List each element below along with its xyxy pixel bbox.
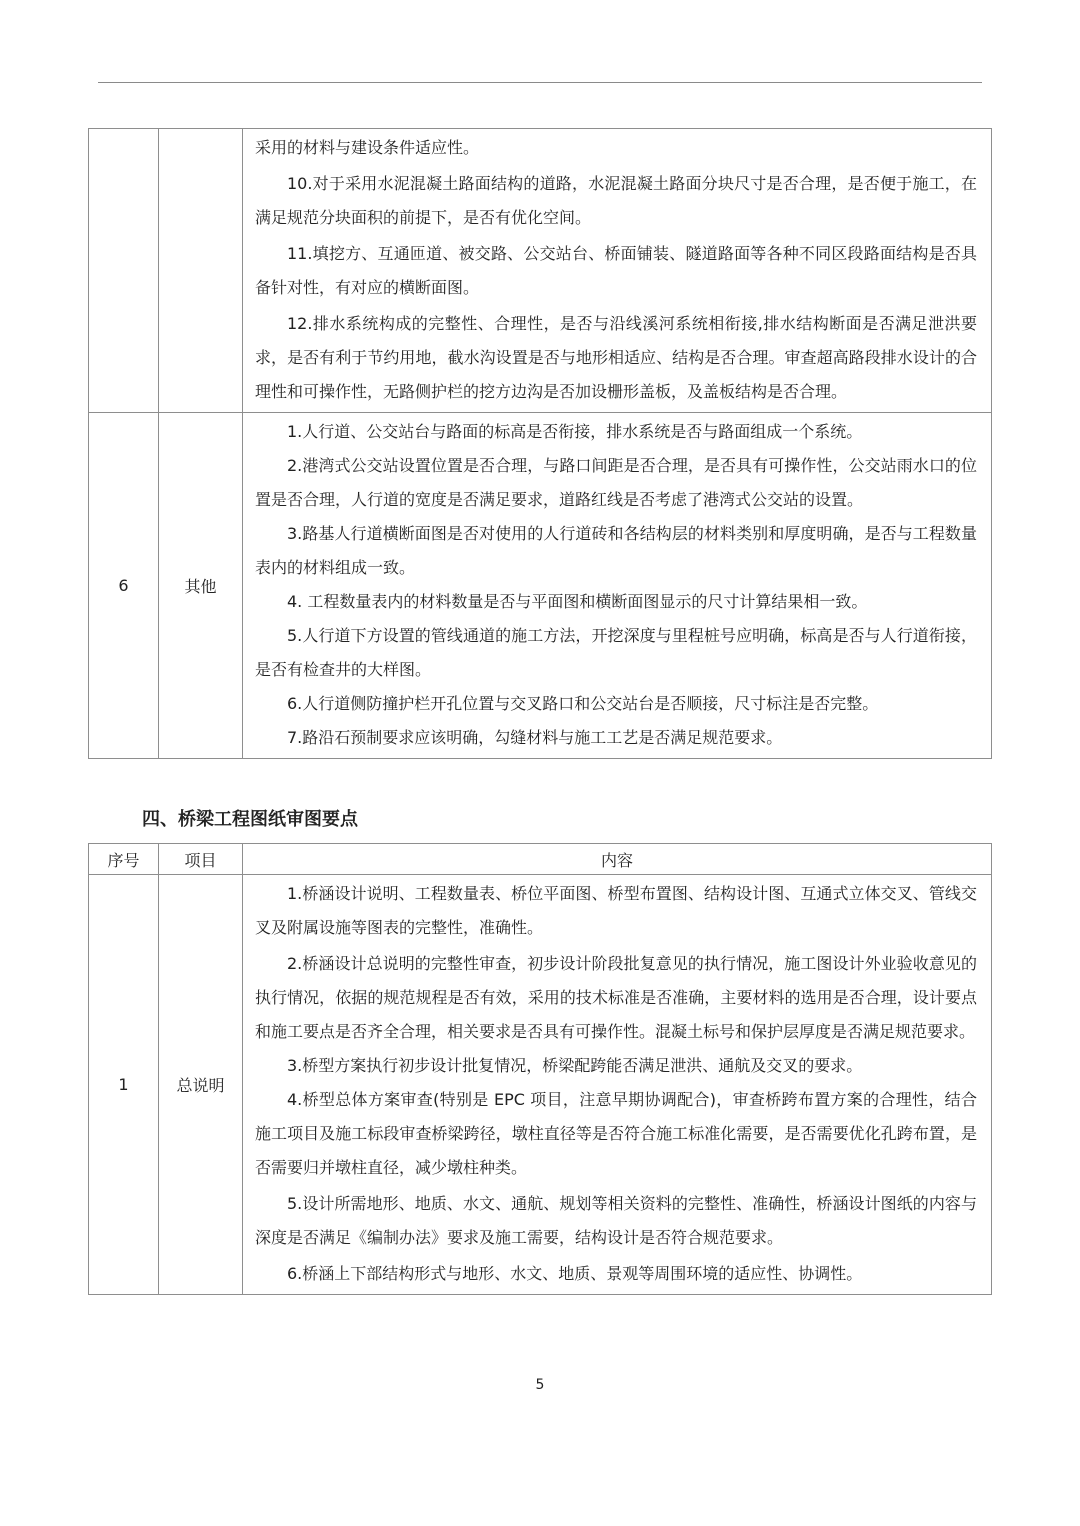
- row-item-cell: [159, 129, 243, 413]
- content-paragraph: 4. 工程数量表内的材料数量是否与平面图和横断面图显示的尺寸计算结果相一致。: [287, 592, 868, 611]
- content-paragraph: 5.设计所需地形、地质、水文、通航、规划等相关资料的完整性、准确性，桥涵设计图纸的内容与深度是否满足《编制办法》要求及施工需要，结构设计是否符合规范要求。: [255, 1194, 977, 1247]
- content-paragraph: 12.排水系统构成的完整性、合理性，是否与沿线溪河系统相衔接,排水结构断面是否满足泄洪要求，是否有利于节约用地，截水沟设置是否与地形相适应、结构是否合理。审查超高路段排水设计的合理性和可操作性，无路侧护栏的挖方边沟是否加设栅形盖板，及盖板结构是否合理。: [255, 314, 977, 401]
- row-content-cell: [243, 413, 992, 759]
- content-paragraph: 1.桥涵设计说明、工程数量表、桥位平面图、桥型布置图、结构设计图、互通式立体交叉、管线交叉及附属设施等图表的完整性，准确性。: [255, 884, 977, 937]
- content-paragraph: 11.填挖方、互通匝道、被交路、公交站台、桥面铺装、隧道路面等各种不同区段路面结构是否具备针对性，有对应的横断面图。: [255, 244, 977, 297]
- page-number: 5: [535, 1377, 545, 1393]
- row-content-cell: [243, 875, 992, 1295]
- row-number-cell: 1: [89, 875, 159, 1295]
- content-paragraph: 6.桥涵上下部结构形式与地形、水文、地质、景观等周围环境的适应性、协调性。: [287, 1264, 863, 1283]
- section-title: 四、桥梁工程图纸审图要点: [142, 809, 358, 830]
- header-content: 内容: [243, 844, 992, 875]
- content-paragraph: 5.人行道下方设置的管线通道的施工方法，开挖深度与里程桩号应明确，标高是否与人行道衔接，是否有检查井的大样图。: [255, 626, 977, 679]
- row-content-cell: [243, 129, 992, 413]
- table-row: [89, 129, 992, 413]
- row-number-cell: 6: [89, 413, 159, 759]
- content-paragraph: 2.港湾式公交站设置位置是否合理，与路口间距是否合理，是否具有可操作性，公交站雨水口的位置是否合理，人行道的宽度是否满足要求，道路红线是否考虑了港湾式公交站的设置。: [255, 456, 977, 509]
- content-paragraph: 4.桥型总体方案审查(特别是 EPC 项目，注意早期协调配合)，审查桥跨布置方案的合理性，结合施工项目及施工标段审查桥梁跨径，墩柱直径等是否符合施工标准化需要，是否需要优化孔跨布置，是否需要归并墩柱直径，减少墩柱种类。: [255, 1090, 977, 1177]
- content-paragraph: 6.人行道侧防撞护栏开孔位置与交叉路口和公交站台是否顺接，尺寸标注是否完整。: [287, 694, 879, 713]
- content-paragraph: 采用的材料与建设条件适应性。: [255, 138, 480, 157]
- table-row: [89, 875, 992, 1295]
- content-paragraph: 1.人行道、公交站台与路面的标高是否衔接，排水系统是否与路面组成一个系统。: [287, 422, 863, 441]
- content-paragraph: 7.路沿石预制要求应该明确，勾缝材料与施工工艺是否满足规范要求。: [287, 728, 783, 747]
- row-number-cell: [89, 129, 159, 413]
- content-paragraph: 3.桥型方案执行初步设计批复情况，桥梁配跨能否满足泄洪、通航及交叉的要求。: [287, 1056, 863, 1075]
- header-rule: [98, 82, 982, 83]
- content-paragraph: 3.路基人行道横断面图是否对使用的人行道砖和各结构层的材料类别和厚度明确，是否与工程数量表内的材料组成一致。: [255, 524, 977, 577]
- review-table-bridge: [88, 843, 992, 1295]
- row-item-cell: 总说明: [159, 875, 243, 1295]
- content-paragraph: 2.桥涵设计总说明的完整性审查，初步设计阶段批复意见的执行情况，施工图设计外业验收意见的执行情况，依据的规范规程是否有效，采用的技术标准是否准确，主要材料的选用是否合理，设计要点和施工要点是否齐全合理，相关要求是否具有可操作性。混凝土标号和保护层厚度是否满足规范要求。: [255, 954, 977, 1041]
- header-item: 项目: [159, 844, 243, 875]
- content-paragraph: 10.对于采用水泥混凝土路面结构的道路，水泥混凝土路面分块尺寸是否合理，是否便于施工，在满足规范分块面积的前提下，是否有优化空间。: [255, 174, 977, 227]
- row-item-cell: 其他: [159, 413, 243, 759]
- review-table-road: [88, 128, 992, 759]
- header-number: 序号: [89, 844, 159, 875]
- table-row: [89, 413, 992, 759]
- table-header-row: [89, 844, 992, 875]
